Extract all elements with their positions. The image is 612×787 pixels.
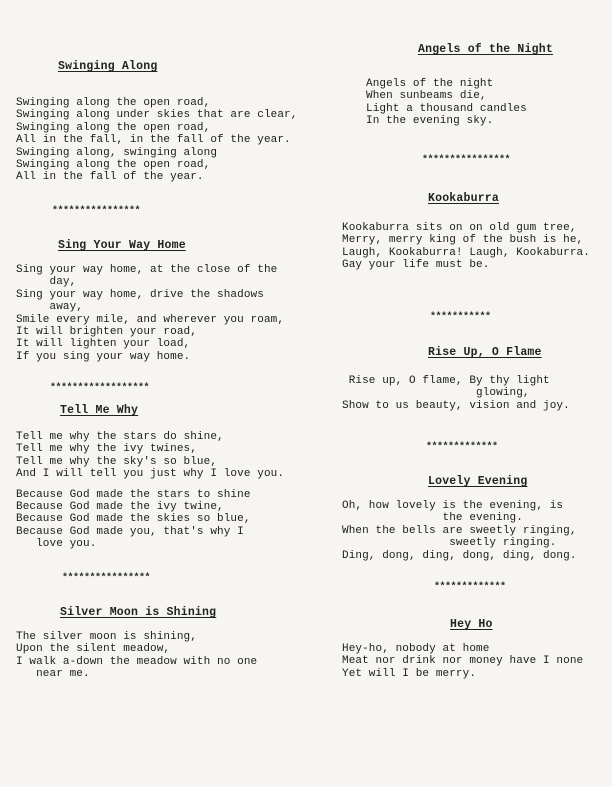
song-title: Tell Me Why: [60, 404, 139, 417]
lyric-line: Because God made the skies so blue,: [16, 513, 251, 526]
song-title: Lovely Evening: [428, 475, 528, 488]
lyric-line: Tell me why the stars do shine,: [16, 431, 224, 443]
separator-stars: ***********: [430, 312, 491, 323]
separator-stars: *************: [434, 582, 506, 593]
song-lyrics: [366, 78, 608, 128]
song-lyrics: [342, 500, 608, 562]
song-lyrics-stanza-1: [16, 431, 316, 481]
lyric-line: If you sing your way home.: [16, 350, 191, 363]
lyric-line: Upon the silent meadow,: [16, 643, 171, 656]
lyric-line: All in the fall of the year.: [16, 171, 204, 184]
separator-stars: ****************: [52, 206, 141, 217]
song-lovely-evening: [340, 475, 608, 562]
song-silver-moon: [16, 606, 316, 681]
lyric-line: Smile every mile, and wherever you roam,: [16, 313, 285, 326]
song-angels-of-the-night: [340, 43, 608, 128]
song-title: Angels of the Night: [418, 43, 553, 56]
song-sing-your-way-home: [16, 239, 316, 363]
song-title: Hey Ho: [450, 618, 493, 631]
song-lyrics: [16, 97, 316, 184]
lyric-line: Laugh, Kookaburra! Laugh, Kookaburra.: [342, 246, 590, 259]
song-lyrics: [16, 631, 316, 681]
lyric-line: the evening.: [342, 512, 523, 525]
song-lyrics: [16, 264, 316, 363]
song-hey-ho: [340, 618, 608, 680]
song-lyrics: [342, 643, 608, 680]
lyric-line: Oh, how lovely is the evening, is: [342, 500, 564, 512]
lyric-line: Rise up, O flame, By thy light: [342, 375, 550, 387]
song-rise-up-o-flame: [340, 346, 608, 412]
lyric-line: Light a thousand candles: [366, 102, 527, 115]
lyric-line: Gay your life must be.: [342, 259, 490, 272]
lyric-line: Yet will I be merry.: [342, 667, 477, 680]
lyric-line: Swinging along, swinging along: [16, 146, 218, 159]
lyric-line: Sing your way home, at the close of the: [16, 264, 278, 276]
lyric-line: In the evening sky.: [366, 115, 494, 128]
lyric-line: Swinging along the open road,: [16, 159, 211, 172]
lyric-line: near me.: [16, 668, 90, 681]
lyric-line: Because God made the stars to shine: [16, 488, 251, 501]
song-title: Kookaburra: [428, 192, 500, 205]
lyric-line: Show to us beauty, vision and joy.: [342, 399, 570, 412]
song-lyrics-stanza-2: [16, 489, 316, 551]
lyric-line: Sing your way home, drive the shadows: [16, 288, 264, 301]
lyric-line: It will brighten your road,: [16, 326, 197, 339]
lyric-line: Angels of the night: [366, 78, 494, 90]
lyric-line: love you.: [16, 538, 97, 551]
lyric-line: And I will tell you just why I love you.: [16, 468, 285, 481]
lyric-line: Because God made you, that's why I: [16, 525, 244, 538]
lyric-line: Tell me why the sky's so blue,: [16, 455, 218, 468]
lyric-line: Tell me why the ivy twines,: [16, 443, 197, 456]
lyric-line: Merry, merry king of the bush is he,: [342, 234, 584, 247]
lyric-line: glowing,: [342, 387, 530, 400]
song-title: Sing Your Way Home: [58, 239, 186, 252]
separator-stars: *************: [426, 442, 498, 453]
lyric-line: Swinging along the open road,: [16, 121, 211, 134]
lyric-line: Swinging along the open road,: [16, 97, 211, 109]
song-title: Swinging Along: [58, 60, 158, 73]
lyric-line: sweetly ringing.: [342, 537, 557, 550]
lyric-line: Meat nor drink nor money have I none: [342, 655, 584, 668]
lyric-line: I walk a-down the meadow with no one: [16, 655, 258, 668]
separator-stars: ****************: [422, 155, 511, 166]
lyric-line: The silver moon is shining,: [16, 631, 197, 643]
song-title: Silver Moon is Shining: [60, 606, 217, 619]
lyric-line: Swinging along under skies that are clear,: [16, 109, 298, 122]
song-title: Rise Up, O Flame: [428, 346, 542, 359]
lyric-line: When the bells are sweetly ringing,: [342, 524, 577, 537]
separator-stars: ******************: [50, 383, 150, 394]
song-swinging-along: [16, 60, 316, 184]
lyric-line: Kookaburra sits on on old gum tree,: [342, 222, 577, 234]
lyric-line: Because God made the ivy twine,: [16, 501, 224, 514]
song-lyrics: [342, 222, 608, 272]
lyric-line: away,: [16, 301, 84, 314]
separator-stars: ****************: [62, 573, 151, 584]
lyric-line: When sunbeams die,: [366, 90, 487, 103]
song-tell-me-why: [16, 404, 316, 551]
song-kookaburra: [340, 192, 608, 272]
lyric-line: All in the fall, in the fall of the year.: [16, 134, 291, 147]
lyric-line: It will lighten your load,: [16, 338, 191, 351]
lyric-line: Hey-ho, nobody at home: [342, 643, 490, 655]
song-lyrics: [342, 375, 608, 412]
lyric-line: day,: [16, 276, 77, 289]
lyric-line: Ding, dong, ding, dong, ding, dong.: [342, 549, 577, 562]
